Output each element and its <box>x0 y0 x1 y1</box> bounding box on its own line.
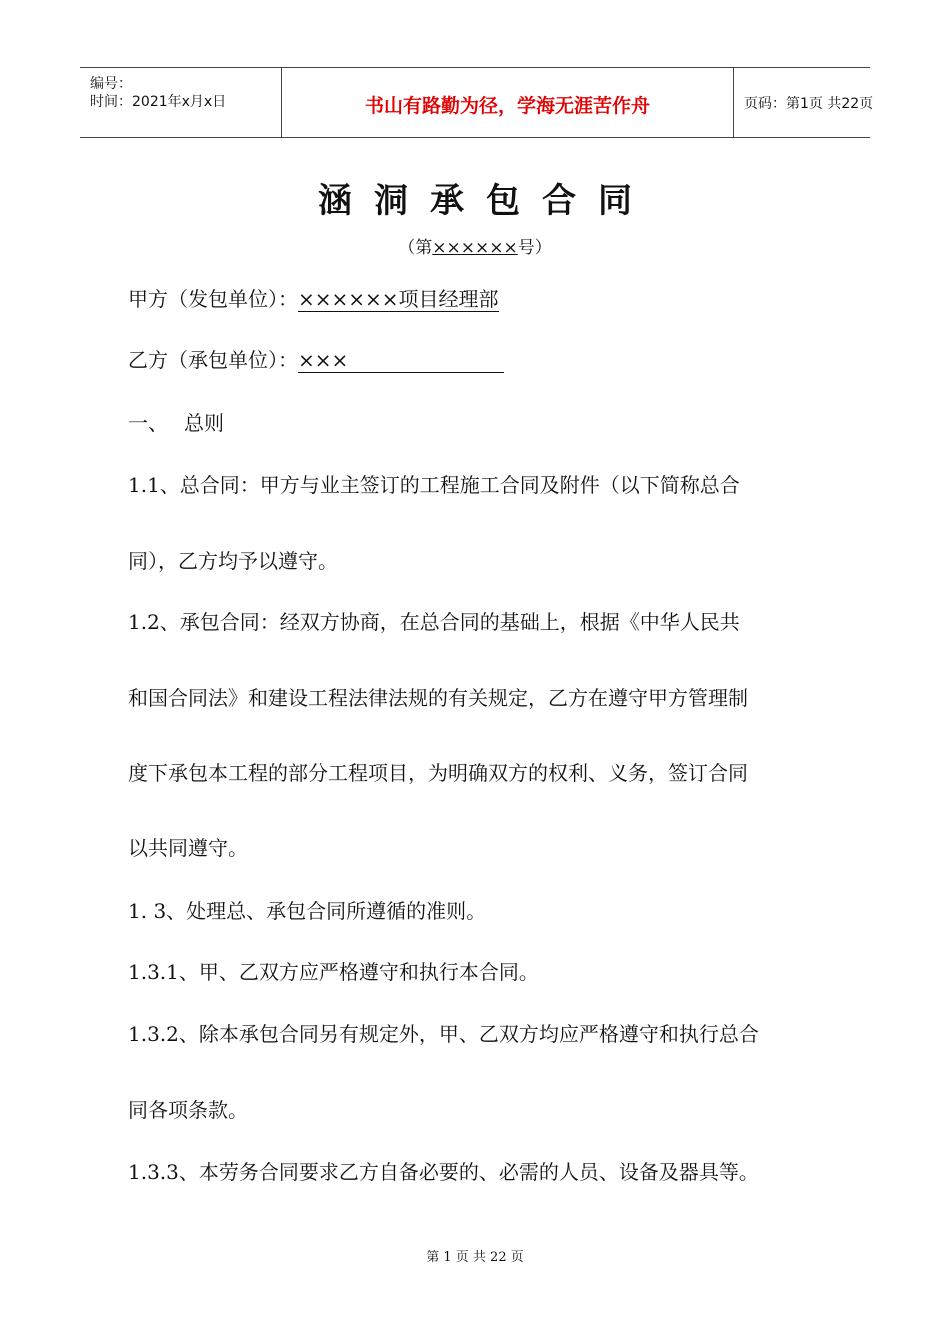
body-line: 同各项条款。 <box>128 1098 248 1122</box>
serial-label: 编号： <box>90 76 132 92</box>
body-line: 以共同遵守。 <box>128 836 248 860</box>
header-page-cell <box>734 68 874 137</box>
date-text: 时间：2021年x月x日 <box>90 94 227 110</box>
section-title: 总则 <box>184 411 224 435</box>
contract-number <box>0 233 950 258</box>
motto: 书山有路勤为径，学海无涯苦作舟 <box>364 95 650 117</box>
party-a-label: 甲方（发包单位）： <box>128 287 298 311</box>
party-b-value: ××× <box>298 349 504 373</box>
body-line: 1.1、总合同：甲方与业主签订的工程施工合同及附件（以下简称总合 <box>128 473 740 497</box>
contract-no-prefix: （第 <box>398 238 433 258</box>
body-line: 1.2、承包合同：经双方协商，在总合同的基础上，根据《中华人民共 <box>128 610 740 634</box>
footer-page-number: 第 1 页 共 22 页 <box>426 1250 524 1265</box>
party-b-line <box>128 344 504 373</box>
body-line: 1.3.3、本劳务合同要求乙方自备必要的、必需的人员、设备及器具等。 <box>128 1160 759 1184</box>
body-line: 同），乙方均予以遵守。 <box>128 549 338 573</box>
party-a-value: ××××××项目经理部 <box>298 287 499 311</box>
section-number: 一、 <box>128 411 168 435</box>
contract-no-value: ×××××× <box>432 238 518 258</box>
header-page-info: 页码：第1页 共22页 <box>744 96 874 112</box>
body-line: 度下承包本工程的部分工程项目，为明确双方的权利、义务，签订合同 <box>128 761 748 785</box>
body-line: 1. 3、处理总、承包合同所遵循的准则。 <box>128 899 487 923</box>
document-title: 涵洞承包合同 <box>318 181 654 221</box>
contract-no-suffix: 号） <box>517 238 552 258</box>
party-b-label: 乙方（承包单位）： <box>128 348 298 372</box>
body-line: 1.3.1、甲、乙双方应严格遵守和执行本合同。 <box>128 960 539 984</box>
section-heading <box>128 407 224 436</box>
header-meta-cell <box>80 68 282 137</box>
header-table <box>80 67 874 138</box>
body-line: 1.3.2、除本承包合同另有规定外，甲、乙双方均应严格遵守和执行总合 <box>128 1022 759 1046</box>
party-a-line <box>128 283 499 312</box>
header-motto-cell <box>282 68 734 137</box>
body-line: 和国合同法》和建设工程法律法规的有关规定，乙方在遵守甲方管理制 <box>128 686 748 710</box>
